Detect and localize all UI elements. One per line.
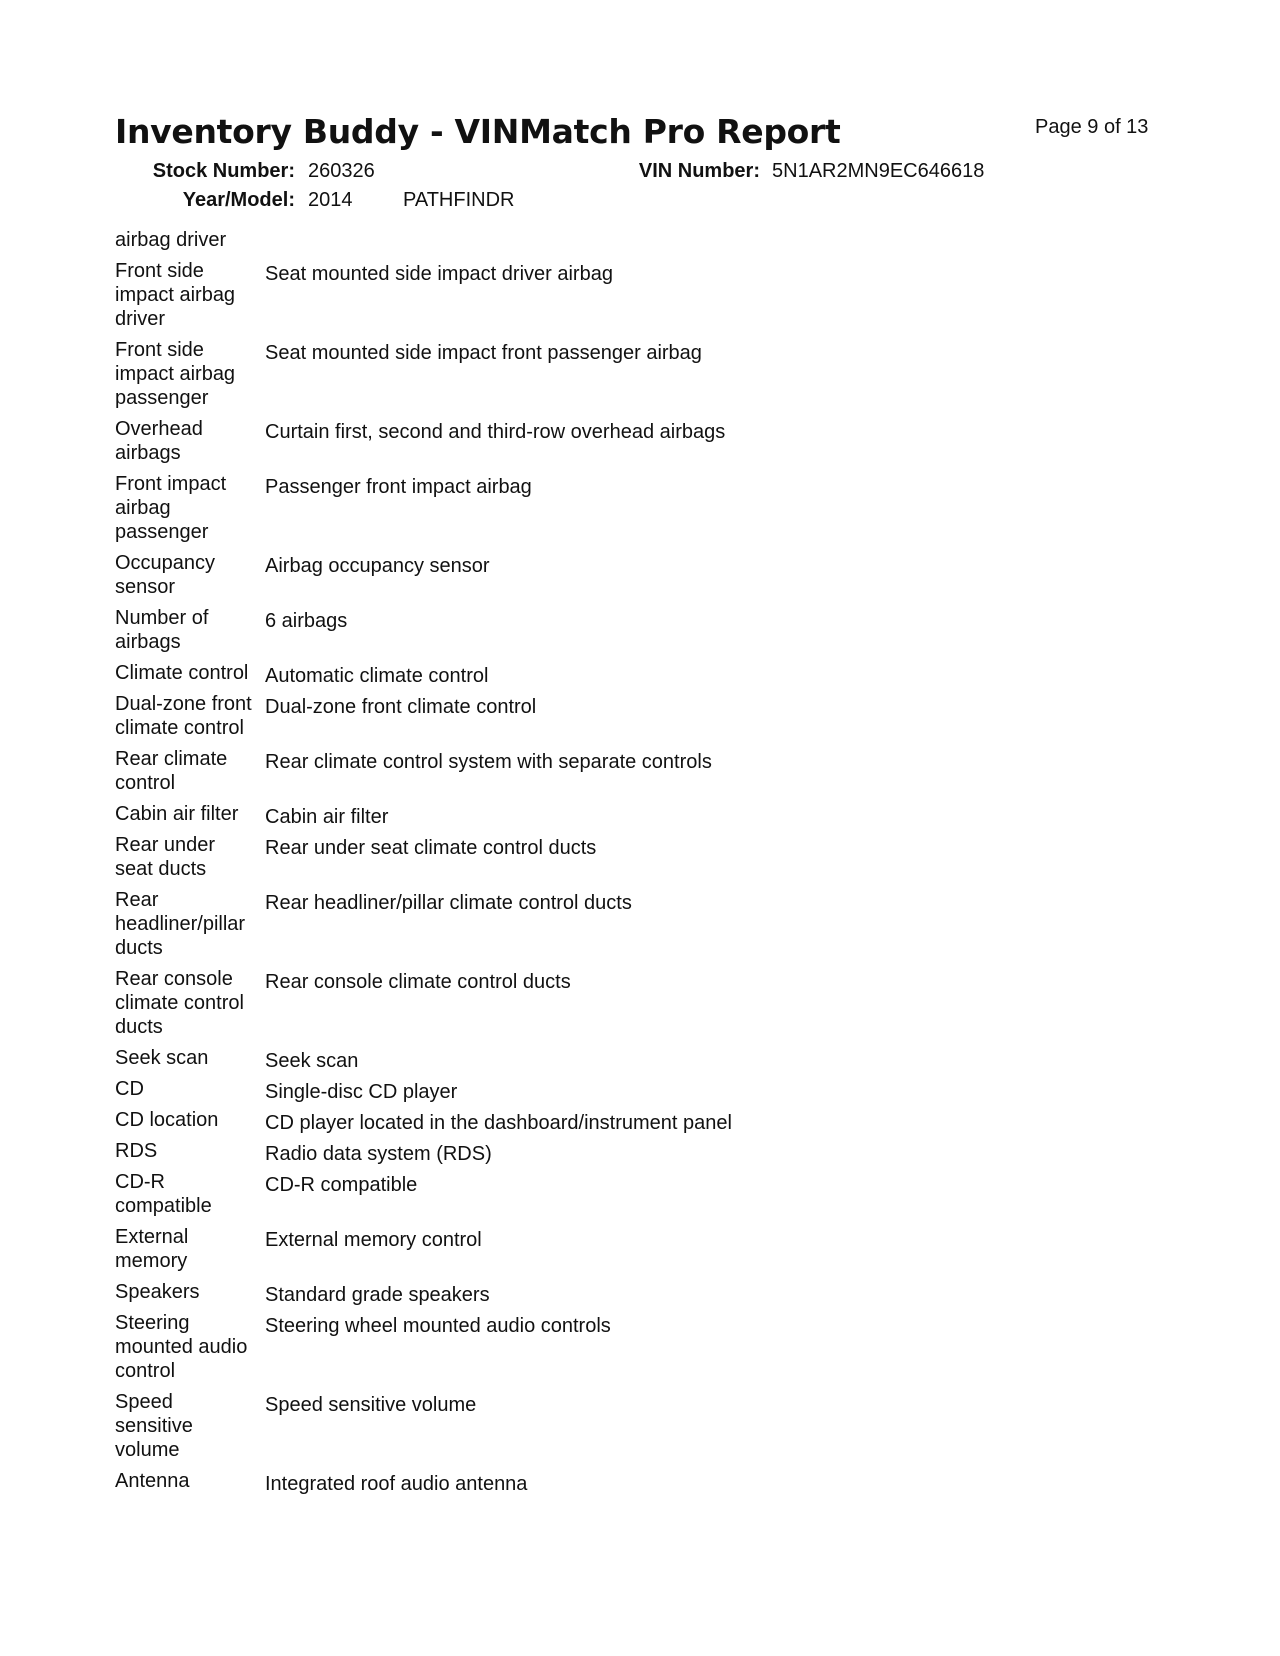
feature-value: Rear console climate control ducts bbox=[265, 971, 571, 993]
feature-row bbox=[115, 692, 1115, 747]
feature-value: Speed sensitive volume bbox=[265, 1394, 477, 1416]
feature-row bbox=[115, 747, 1115, 802]
feature-value: Automatic climate control bbox=[265, 665, 489, 687]
feature-label: Front impact airbag passenger bbox=[115, 473, 227, 543]
feature-row bbox=[115, 472, 1115, 551]
feature-value: Rear headliner/pillar climate control ducts bbox=[265, 892, 632, 914]
feature-label: Rear console climate control ducts bbox=[115, 968, 244, 1038]
year-value: 2014 bbox=[308, 189, 353, 211]
feature-label: Steering mounted audio control bbox=[115, 1312, 248, 1382]
feature-value: 6 airbags bbox=[265, 610, 348, 632]
feature-value: Radio data system (RDS) bbox=[265, 1143, 492, 1165]
feature-label: airbag driver bbox=[115, 229, 227, 251]
feature-row bbox=[115, 1077, 1115, 1108]
feature-label: CD bbox=[115, 1078, 144, 1100]
feature-row bbox=[115, 551, 1115, 606]
feature-label: Antenna bbox=[115, 1470, 190, 1492]
feature-value: CD player located in the dashboard/instrument panel bbox=[265, 1112, 732, 1134]
feature-label: Front side impact airbag passenger bbox=[115, 339, 236, 409]
page-title: Inventory Buddy - VINMatch Pro Report bbox=[115, 112, 841, 151]
feature-list bbox=[115, 228, 1115, 1500]
feature-row bbox=[115, 1139, 1115, 1170]
feature-value: Airbag occupancy sensor bbox=[265, 555, 490, 577]
feature-label: Climate control bbox=[115, 662, 249, 684]
feature-label: Dual-zone front climate control bbox=[115, 693, 252, 739]
feature-label: Cabin air filter bbox=[115, 803, 239, 825]
feature-row bbox=[115, 1280, 1115, 1311]
feature-label: Seek scan bbox=[115, 1047, 209, 1069]
feature-label: External memory bbox=[115, 1226, 189, 1272]
year-model-label: Year/Model: bbox=[182, 189, 295, 211]
feature-row bbox=[115, 888, 1115, 967]
feature-value bbox=[265, 228, 1115, 231]
feature-row bbox=[115, 833, 1115, 888]
model-value: PATHFINDR bbox=[403, 189, 515, 211]
feature-label: Number of airbags bbox=[115, 607, 209, 653]
feature-value: Integrated roof audio antenna bbox=[265, 1473, 528, 1495]
feature-value: Seek scan bbox=[265, 1050, 359, 1072]
vin-number-value: 5N1AR2MN9EC646618 bbox=[772, 160, 985, 182]
feature-label: Rear under seat ducts bbox=[115, 834, 216, 880]
feature-row bbox=[115, 1046, 1115, 1077]
feature-value: Seat mounted side impact front passenger airbag bbox=[265, 342, 702, 364]
feature-row bbox=[115, 1469, 1115, 1500]
feature-row bbox=[115, 802, 1115, 833]
feature-value: External memory control bbox=[265, 1229, 482, 1251]
feature-value: Seat mounted side impact driver airbag bbox=[265, 263, 613, 285]
feature-label: Speed sensitive volume bbox=[115, 1391, 193, 1461]
stock-number-label: Stock Number: bbox=[152, 160, 295, 182]
feature-label: RDS bbox=[115, 1140, 158, 1162]
feature-value: Standard grade speakers bbox=[265, 1284, 490, 1306]
feature-label: Speakers bbox=[115, 1281, 200, 1303]
feature-value: CD-R compatible bbox=[265, 1174, 418, 1196]
feature-row bbox=[115, 259, 1115, 338]
feature-label: Occupancy sensor bbox=[115, 552, 216, 598]
feature-row bbox=[115, 417, 1115, 472]
feature-label: CD location bbox=[115, 1109, 219, 1131]
feature-row bbox=[115, 228, 1115, 259]
feature-value: Rear under seat climate control ducts bbox=[265, 837, 597, 859]
feature-value: Cabin air filter bbox=[265, 806, 389, 828]
feature-label: CD-R compatible bbox=[115, 1171, 212, 1217]
feature-label: Rear climate control bbox=[115, 748, 228, 794]
feature-row bbox=[115, 1225, 1115, 1280]
feature-row bbox=[115, 1170, 1115, 1225]
vin-number-label: VIN Number: bbox=[638, 160, 760, 182]
feature-value: Curtain first, second and third-row overhead airbags bbox=[265, 421, 726, 443]
feature-row bbox=[115, 967, 1115, 1046]
feature-label: Front side impact airbag driver bbox=[115, 260, 236, 330]
feature-value: Steering wheel mounted audio controls bbox=[265, 1315, 611, 1337]
feature-row bbox=[115, 1311, 1115, 1390]
feature-row bbox=[115, 1390, 1115, 1469]
feature-row bbox=[115, 338, 1115, 417]
feature-label: Rear headliner/pillar ducts bbox=[115, 889, 246, 959]
feature-value: Dual-zone front climate control bbox=[265, 696, 537, 718]
feature-value: Single-disc CD player bbox=[265, 1081, 458, 1103]
feature-row bbox=[115, 661, 1115, 692]
feature-label: Overhead airbags bbox=[115, 418, 203, 464]
stock-number-value: 260326 bbox=[308, 160, 375, 182]
feature-value: Rear climate control system with separate controls bbox=[265, 751, 712, 773]
feature-row bbox=[115, 1108, 1115, 1139]
feature-value: Passenger front impact airbag bbox=[265, 476, 532, 498]
feature-row bbox=[115, 606, 1115, 661]
page-number: Page 9 of 13 bbox=[1035, 116, 1149, 138]
